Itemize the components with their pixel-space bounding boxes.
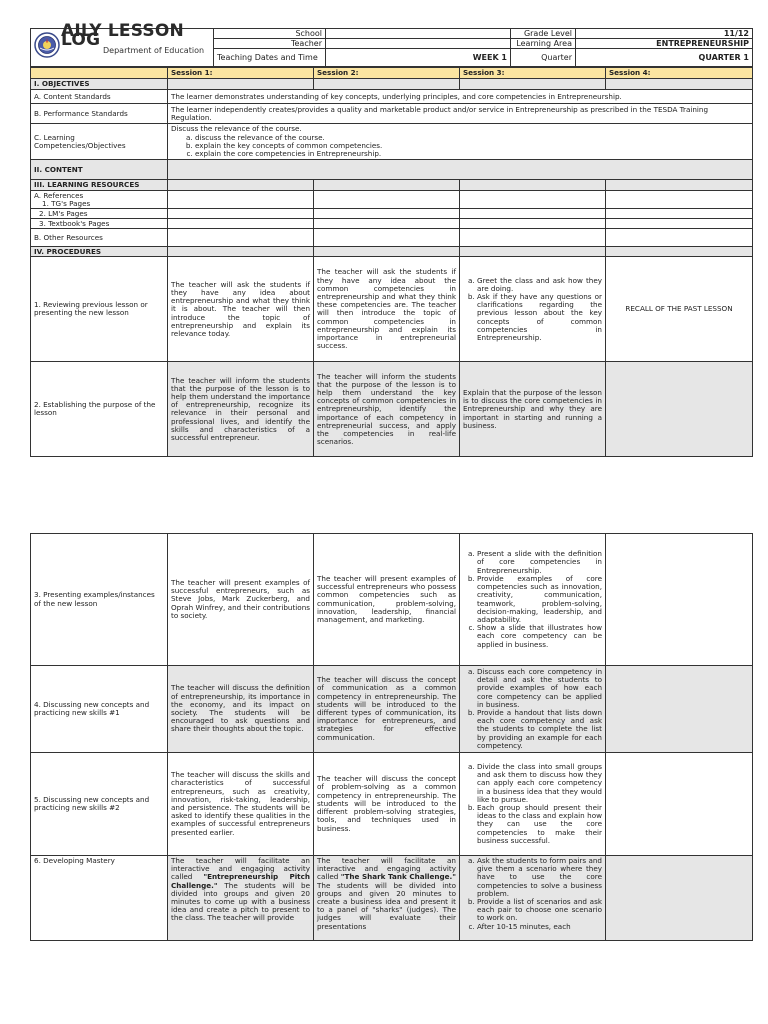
lesson-log-page-1 — [30, 21, 752, 457]
teacher-value — [326, 39, 511, 49]
section-procedures: IV. PROCEDURES — [31, 247, 168, 257]
lesson-table — [30, 67, 753, 457]
header-table — [30, 21, 753, 67]
procedure-2-session-3: Explain that the purpose of the lesson is to discuss the core competencies in Entrepreneurship and why they are important in starting and running a business. — [460, 362, 606, 457]
section-objectives: I. OBJECTIVES — [31, 79, 168, 90]
page-title: AILY LESSON LOG — [61, 21, 184, 50]
teacher-label: Teacher — [214, 39, 326, 49]
procedure-5-session-2: The teacher will discuss the concept of problem-solving as a common competency in entrepreneurship. The students will be introduced to the different problem-solving strategies, tools, and techniques used in business. — [314, 753, 460, 856]
session-corner — [31, 68, 168, 79]
procedure-6-label: 6. Developing Mastery — [31, 856, 168, 941]
procedure-3-label: 3. Presenting examples/instances of the new lesson — [31, 534, 168, 666]
school-value — [326, 29, 511, 39]
deped-seal-icon — [34, 32, 60, 58]
grade-value: 11/12 — [576, 29, 753, 39]
procedure-4-session-3: a. Discuss each core competency in detail and ask the students to provide examples of how each core competency can be applied in business. b. Provide a handout that lists down each core competency and ask the students to complete the list by providing an example for each competency. — [460, 666, 606, 753]
performance-standards-text: The learner independently creates/provides a quality and marketable product and/or service in Entrepreneurship as prescribed in the TESDA Training Regulation. — [168, 104, 753, 124]
procedure-3-session-2: The teacher will present examples of successful entrepreneurs who possess common competencies such as communication, problem-solving, innovation, leadership, financial management, and marketing. — [314, 534, 460, 666]
area-label: Learning Area — [511, 39, 576, 49]
session-header-2: Session 2: — [314, 68, 460, 79]
procedure-6-session-3: a. Ask the students to form pairs and give them a scenario where they have to use the core competencies to solve a business problem. b. Provide a list of scenarios and ask each pair to choose one scenario to work on. c. After 10-15 minutes, each — [460, 856, 606, 941]
procedure-6-session-4 — [606, 856, 753, 941]
department-name: Department of Education — [103, 46, 205, 55]
procedure-3-session-4 — [606, 534, 753, 666]
area-value: ENTREPRENEURSHIP — [576, 39, 753, 49]
lesson-table-continued — [30, 533, 753, 941]
procedure-5-session-4 — [606, 753, 753, 856]
procedure-5-session-1: The teacher will discuss the skills and characteristics of successful entrepreneurs, such as creativity, innovation, risk-taking, leadership, and persistence. The students will be asked to identify these qualities in the examples of successful entrepreneurs presented earlier. — [168, 753, 314, 856]
competency-item: a. discuss the relevance of the course. — [195, 134, 749, 142]
content-standards-text: The learner demonstrates understanding of key concepts, underlying principles, and core competencies in Entrepreneurship. — [168, 90, 753, 104]
session-header-1: Session 1: — [168, 68, 314, 79]
section-resources: III. LEARNING RESOURCES — [31, 180, 168, 191]
procedure-5-label: 5. Discussing new concepts and practicing new skills #2 — [31, 753, 168, 856]
procedure-1-session-2: The teacher will ask the students if they have any idea about the common competencies in entrepreneurship and what they think these competencies are. The teacher will then introduce the topic of common competencies in entrepreneurship and explain its importance in entrepreneurial success. — [314, 257, 460, 362]
quarter-label: Quarter — [511, 49, 576, 67]
competency-item: b. explain the key concepts of common competencies. — [195, 142, 749, 150]
competency-item: c. explain the core competencies in Entrepreneurship. — [195, 150, 749, 158]
procedure-6-session-2: The teacher will facilitate an interactive and engaging activity called "The Shark Tank Challenge." The students will be divided into groups and given 20 minutes to create a business idea and present it to a panel of "sharks" (judges). The judges will evaluate their presentations — [314, 856, 460, 941]
procedure-1-session-1: The teacher will ask the students if they have any idea about entrepreneurship and what they think it is about. The teacher will then introduce the topic of entrepreneurship and explain its relevance today. — [168, 257, 314, 362]
dates-label: Teaching Dates and Time — [214, 49, 326, 67]
grade-label: Grade Level — [511, 29, 576, 39]
lesson-log-page-2 — [30, 533, 752, 941]
procedure-1-label: 1. Reviewing previous lesson or presenting the new lesson — [31, 257, 168, 362]
procedure-3-session-1: The teacher will present examples of successful entrepreneurs, such as Steve Jobs, Mark Zuckerberg, and Oprah Winfrey, and their contributions to society. — [168, 534, 314, 666]
procedure-1-session-4: RECALL OF THE PAST LESSON — [606, 257, 753, 362]
textbook-pages-label: 3. Textbook's Pages — [31, 219, 168, 229]
procedure-4-session-2: The teacher will discuss the concept of communication as a common competency in entrepreneurship. The students will be introduced to the different types of communication, its importance for entrepreneurs, and strategies for effective communication. — [314, 666, 460, 753]
procedure-1-session-3: a. Greet the class and ask how they are doing. b. Ask if they have any questions or clarifications regarding the previous lesson about the key concepts of common competencies in Entrepreneurship. — [460, 257, 606, 362]
procedure-6-session-1: The teacher will facilitate an interactive and engaging activity called "Entrepreneurship Pitch Challenge." The students will be divided into groups and given 20 minutes to come up with a business idea and create a pitch to present to the class. The teacher will provide — [168, 856, 314, 941]
session-header-4: Session 4: — [606, 68, 753, 79]
learning-competencies-label: C. Learning Competencies/Objectives — [31, 124, 168, 160]
header-logo-cell — [31, 21, 214, 67]
content-standards-label: A. Content Standards — [31, 90, 168, 104]
learning-competencies-intro: Discuss the relevance of the course. — [171, 124, 302, 134]
section-content: II. CONTENT — [31, 160, 168, 180]
quarter-value: QUARTER 1 — [576, 49, 753, 67]
learning-competencies-cell — [168, 124, 753, 160]
lm-pages-label: 2. LM's Pages — [31, 209, 168, 219]
procedure-2-session-2: The teacher will inform the students that the purpose of the lesson is to help them understand the key concepts of common competencies in entrepreneurship, identify the importance of each competency in entrepreneurial success, and apply the competencies in real-life scenarios. — [314, 362, 460, 457]
procedure-4-session-4 — [606, 666, 753, 753]
other-resources-label: B. Other Resources — [31, 229, 168, 247]
procedure-2-label: 2. Establishing the purpose of the lesson — [31, 362, 168, 457]
session-header-3: Session 3: — [460, 68, 606, 79]
references-label: A. References 1. TG's Pages — [31, 191, 168, 209]
procedure-4-label: 4. Discussing new concepts and practicing new skills #1 — [31, 666, 168, 753]
procedure-5-session-3: a. Divide the class into small groups and ask them to discuss how they can apply each core competency in a business idea that they would like to pursue. b. Each group should present their ideas to the class and explain how they can use the core competencies to make their business successful. — [460, 753, 606, 856]
school-label: School — [214, 29, 326, 39]
procedure-4-session-1: The teacher will discuss the definition of entrepreneurship, its importance in the economy, and its impact on society. The students will be encouraged to ask questions and share their thoughts about the topic. — [168, 666, 314, 753]
procedure-2-session-4 — [606, 362, 753, 457]
performance-standards-label: B. Performance Standards — [31, 104, 168, 124]
week-value: WEEK 1 — [326, 49, 511, 67]
procedure-2-session-1: The teacher will inform the students that the purpose of the lesson is to help them understand the importance of entrepreneurship, recognize its relevance in their personal and professional lives, and identify the skills and characteristics of a successful entrepreneur. — [168, 362, 314, 457]
procedure-3-session-3: a. Present a slide with the definition of core competencies in Entrepreneurship. b. Provide examples of core competencies such as innovation, creativity, communication, teamwork, problem-solving, decision-making, leadership, and adaptability. c. Show a slide that illustrates how each core competency can be applied in business. — [460, 534, 606, 666]
